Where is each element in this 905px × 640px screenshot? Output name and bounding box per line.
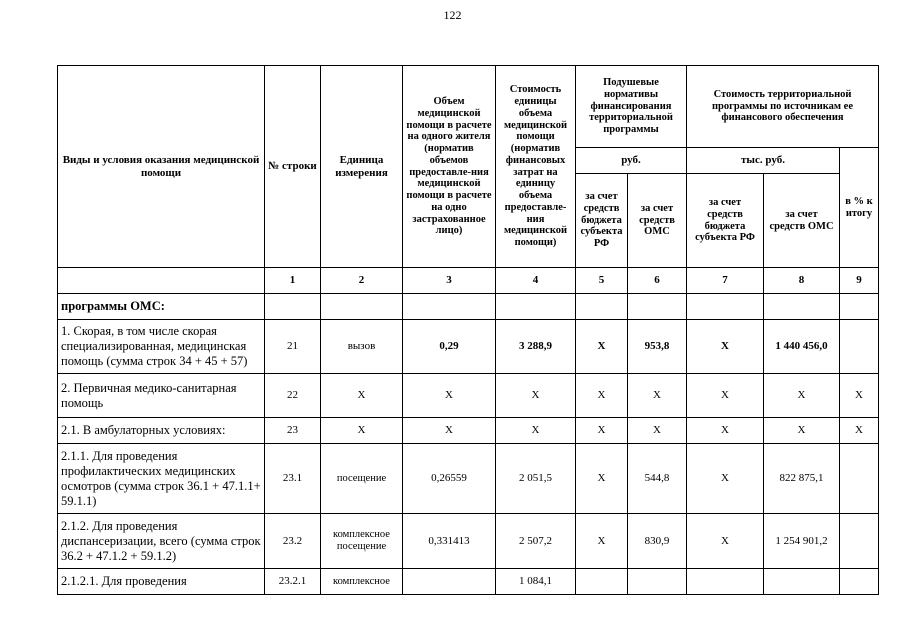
header-rub: руб. (576, 148, 687, 174)
row-unit: посещение (321, 444, 403, 514)
header-volume: Объем медицинской помощи в расчете на одного жителя (норматив объемов предоставле-ния медицинской помощи в расчете на одно застрахованное лицо) (403, 66, 496, 268)
column-number: 1 (265, 268, 321, 294)
header-per-capita: Подушевые нормативы финансирования территориальной программы (576, 66, 687, 148)
row-oms: X (628, 418, 687, 444)
section-title: программы ОМС: (58, 294, 265, 320)
row-cost: 2 507,2 (496, 514, 576, 569)
row-oms-thous: X (764, 374, 840, 418)
program-cost-table (57, 65, 879, 595)
row-oms-thous: 1 254 901,2 (764, 514, 840, 569)
row-oms-thous (764, 569, 840, 595)
row-percent (840, 320, 879, 374)
row-percent: X (840, 374, 879, 418)
table-row (58, 374, 879, 418)
row-oms (628, 569, 687, 595)
header-program-cost: Стоимость территориальной программы по источникам ее финансового обеспечения (687, 66, 879, 148)
row-oms: 953,8 (628, 320, 687, 374)
row-oms-thous: 1 440 456,0 (764, 320, 840, 374)
row-number: 23.1 (265, 444, 321, 514)
table-row (58, 569, 879, 595)
row-volume: X (403, 418, 496, 444)
row-volume: 0,29 (403, 320, 496, 374)
row-percent: X (840, 418, 879, 444)
column-number: 9 (840, 268, 879, 294)
table-row (58, 444, 879, 514)
row-description: 2.1.2.1. Для проведения (58, 569, 265, 595)
row-number: 23.2 (265, 514, 321, 569)
section-row (58, 294, 879, 320)
row-budget-rf (576, 569, 628, 595)
header-budget-rf-2: за счет средств бюджета субъекта РФ (687, 174, 764, 268)
row-number: 23.2.1 (265, 569, 321, 595)
header-oms: за счет средств ОМС (628, 174, 687, 268)
row-budget-rf: X (576, 374, 628, 418)
header-cost: Стоимость единицы объема медицинской помощи (норматив финансовых затрат на единицу объема предоставле-ния медицинской помощи) (496, 66, 576, 268)
row-description: 2.1. В амбулаторных условиях: (58, 418, 265, 444)
row-budget-rf-thous: X (687, 444, 764, 514)
table-row (58, 320, 879, 374)
row-description: 2.1.1. Для проведения профилактических медицинских осмотров (сумма строк 36.1 + 47.1.1+ 59.1.1) (58, 444, 265, 514)
row-volume: X (403, 374, 496, 418)
row-unit: вызов (321, 320, 403, 374)
table-row (58, 418, 879, 444)
column-number: 5 (576, 268, 628, 294)
row-cost: 1 084,1 (496, 569, 576, 595)
row-percent (840, 569, 879, 595)
row-oms-thous: 822 875,1 (764, 444, 840, 514)
header-thous-rub: тыс. руб. (687, 148, 840, 174)
row-number: 21 (265, 320, 321, 374)
row-oms: X (628, 374, 687, 418)
column-number-row (58, 268, 879, 294)
column-number: 8 (764, 268, 840, 294)
column-number: 6 (628, 268, 687, 294)
row-budget-rf-thous: X (687, 418, 764, 444)
row-cost: X (496, 418, 576, 444)
row-cost: X (496, 374, 576, 418)
row-cost: 3 288,9 (496, 320, 576, 374)
row-unit: комплексное посещение (321, 514, 403, 569)
row-unit: X (321, 418, 403, 444)
row-percent (840, 444, 879, 514)
row-percent (840, 514, 879, 569)
row-oms: 830,9 (628, 514, 687, 569)
header-percent-total: в % к итогу (840, 148, 879, 268)
row-budget-rf-thous: X (687, 374, 764, 418)
column-number: 2 (321, 268, 403, 294)
row-budget-rf-thous: X (687, 514, 764, 569)
row-budget-rf: X (576, 514, 628, 569)
header-types: Виды и условия оказания медицинской помощи (58, 66, 265, 268)
row-budget-rf: X (576, 444, 628, 514)
row-cost: 2 051,5 (496, 444, 576, 514)
row-description: 1. Скорая, в том числе скорая специализированная, медицинская помощь (сумма строк 34 + 45 + 57) (58, 320, 265, 374)
page-number: 122 (443, 8, 462, 22)
row-budget-rf-thous (687, 569, 764, 595)
row-unit: X (321, 374, 403, 418)
table-row (58, 514, 879, 569)
row-description: 2. Первичная медико-санитарная помощь (58, 374, 265, 418)
row-description: 2.1.2. Для проведения диспансеризации, всего (сумма строк 36.2 + 47.1.2 + 59.1.2) (58, 514, 265, 569)
row-volume (403, 569, 496, 595)
row-volume: 0,26559 (403, 444, 496, 514)
row-unit: комплексное (321, 569, 403, 595)
header-unit: Единица измерения (321, 66, 403, 268)
row-budget-rf: X (576, 418, 628, 444)
column-number: 4 (496, 268, 576, 294)
row-budget-rf-thous: X (687, 320, 764, 374)
column-number: 3 (403, 268, 496, 294)
row-volume: 0,331413 (403, 514, 496, 569)
row-number: 23 (265, 418, 321, 444)
column-number (58, 268, 265, 294)
row-oms: 544,8 (628, 444, 687, 514)
row-budget-rf: X (576, 320, 628, 374)
header-oms-2: за счет средств ОМС (764, 174, 840, 268)
column-number: 7 (687, 268, 764, 294)
header-row-no: № строки (265, 66, 321, 268)
row-oms-thous: X (764, 418, 840, 444)
header-budget-rf: за счет средств бюджета субъекта РФ (576, 174, 628, 268)
row-number: 22 (265, 374, 321, 418)
